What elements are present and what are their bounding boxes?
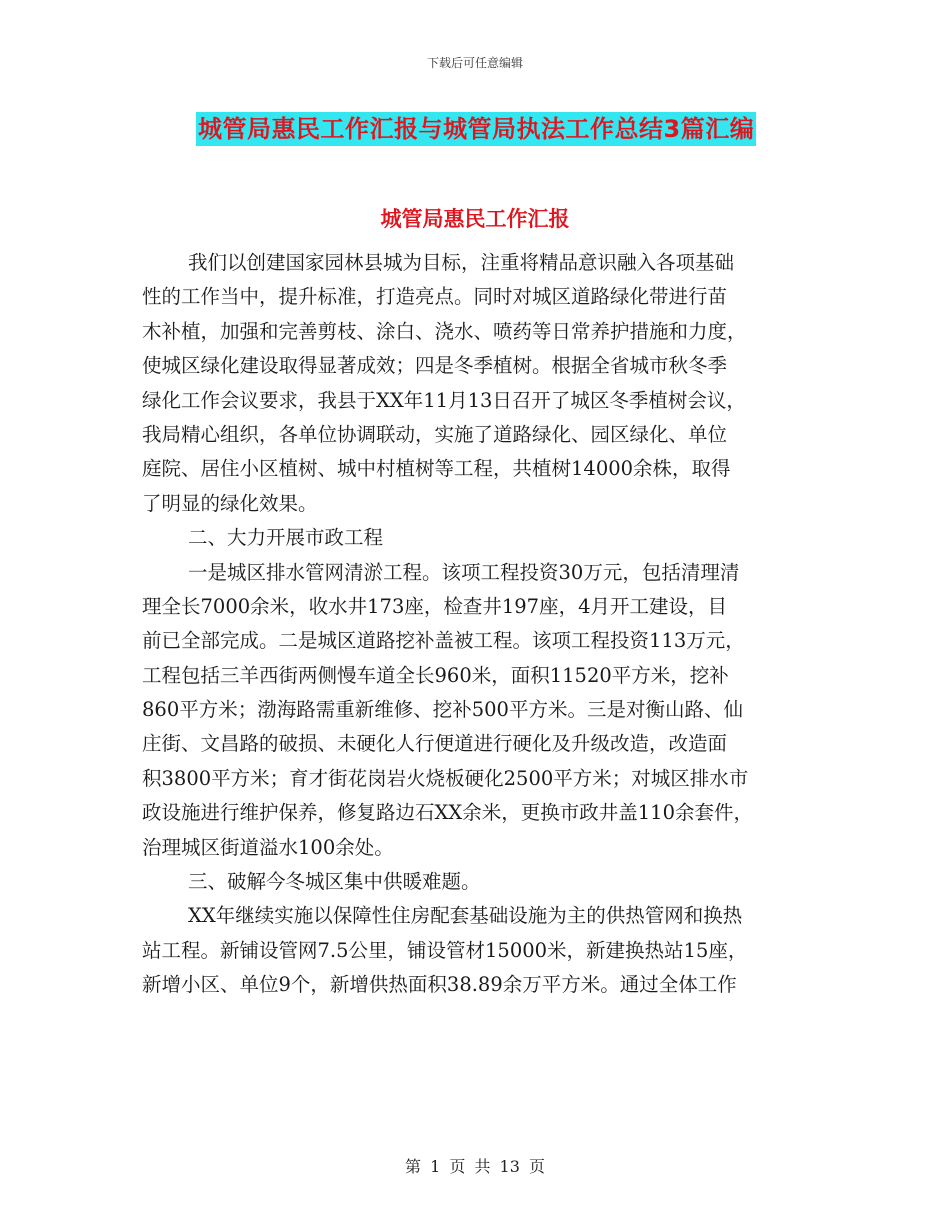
- paragraph-line: 庄街、文昌路的破损、未硬化人行便道进行硬化及升级改造，改造面: [142, 732, 728, 756]
- paragraph-line: 木补植，加强和完善剪枝、涂白、浇水、喷药等日常养护措施和力度，: [142, 319, 747, 343]
- paragraph-line: 积3800平方米；育才街花岗岩火烧板硬化2500平方米；对城区排水市: [142, 766, 749, 790]
- paragraph-line: 站工程。新铺设管网7.5公里，铺设管材15000米，新建换热站15座，: [142, 938, 748, 962]
- paragraph-line: 庭院、居住小区植树、城中村植树等工程，共植树14000余株，取得: [142, 457, 731, 481]
- section-heading: 三、破解今冬城区集中供暖难题。: [188, 870, 481, 894]
- paragraph-line: 我们以创建国家园林县城为目标，注重将精品意识融入各项基础: [188, 251, 735, 274]
- header-note: 下载后可任意编辑: [426, 56, 523, 70]
- section-title: 城管局惠民工作汇报: [380, 207, 570, 231]
- paragraph-line: 前已全部完成。二是城区道路挖补盖被工程。该项工程投资113万元，: [142, 629, 745, 653]
- document-title: 城管局惠民工作汇报与城管局执法工作总结3篇汇编: [196, 112, 756, 146]
- section-heading: 二、大力开展市政工程: [188, 526, 384, 550]
- paragraph-line: XX年继续实施以保障性住房配套基础设施为主的供热管网和换热: [188, 904, 743, 928]
- paragraph-line: 理全长7000余米，收水井173座，检查井197座，4月开工建设，目: [142, 594, 727, 618]
- page-footer: 第 1 页 共 13 页: [405, 1157, 545, 1176]
- paragraph-line: 一是城区排水管网清淤工程。该项工程投资30万元，包括清理清: [188, 560, 740, 584]
- paragraph-line: 工程包括三羊西街两侧慢车道全长960米，面积11520平方米，挖补: [142, 663, 729, 687]
- paragraph-line: 新增小区、单位9个，新增供热面积38.89余万平方米。通过全体工作: [142, 973, 737, 997]
- paragraph-line: 政设施进行维护保养，修复路边石XX余米，更换市政井盖110余套件，: [142, 801, 753, 825]
- paragraph-line: 性的工作当中，提升标准，打造亮点。同时对城区道路绿化带进行苗: [142, 285, 728, 309]
- body-text: [142, 246, 810, 1003]
- paragraph-line: 治理城区街道溢水100余处。: [142, 835, 394, 859]
- paragraph-line: 了明显的绿化效果。: [142, 491, 318, 515]
- paragraph-line: 我局精心组织，各单位协调联动，实施了道路绿化、园区绿化、单位: [142, 422, 728, 446]
- paragraph-line: 绿化工作会议要求，我县于XX年11月13日召开了城区冬季植树会议，: [142, 388, 746, 412]
- paragraph-line: 使城区绿化建设取得显著成效；四是冬季植树。根据全省城市秋冬季: [142, 354, 728, 378]
- paragraph-line: 860平方米；渤海路需重新维修、挖补500平方米。三是对衡山路、仙: [142, 698, 743, 722]
